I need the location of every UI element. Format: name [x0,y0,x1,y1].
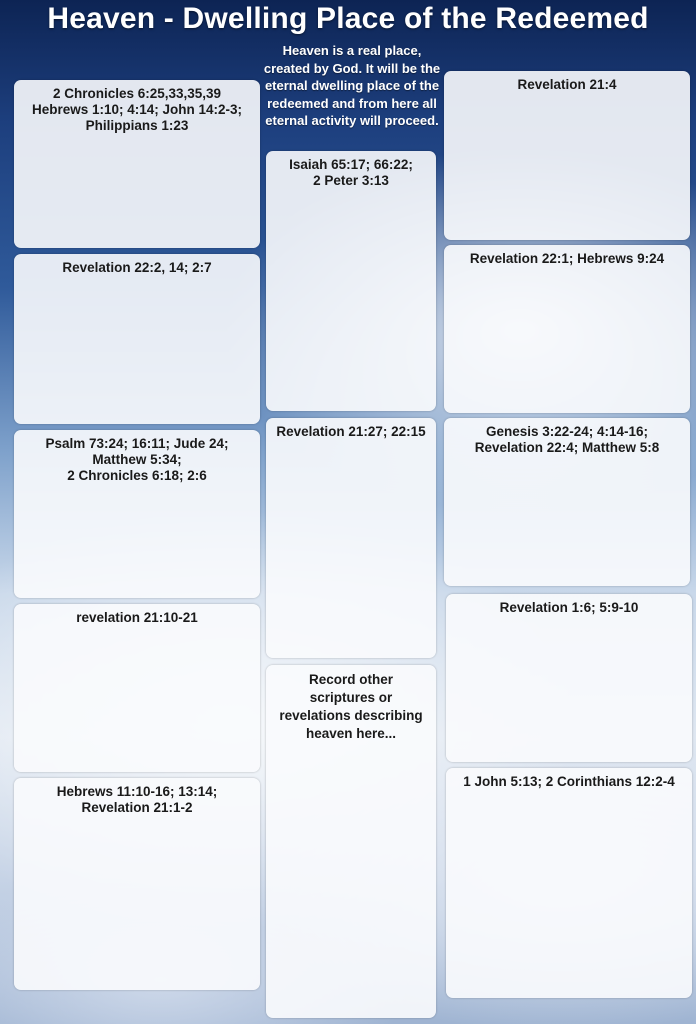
scripture-reference: Revelation 22:1; Hebrews 9:24 [469,251,665,266]
scripture-reference: Genesis 3:22-24; 4:14-16; Revelation 22:4; Matthew 5:8 [474,424,660,455]
scripture-reference: Isaiah 65:17; 66:22; 2 Peter 3:13 [289,157,413,188]
scripture-reference: Revelation 21:27; 22:15 [276,424,426,439]
scripture-box-right-2[interactable] [444,245,690,413]
scripture-box-right-1[interactable] [444,71,690,240]
scripture-box-middle-2[interactable] [266,418,436,658]
scripture-reference: Revelation 22:2, 14; 2:7 [62,260,212,275]
scripture-box-right-4[interactable] [446,594,692,762]
scripture-reference: revelation 21:10-21 [76,610,198,625]
record-other-scriptures-box[interactable] [266,665,436,1018]
scripture-box-left-2[interactable] [14,254,260,424]
scripture-reference: Psalm 73:24; 16:11; Jude 24; Matthew 5:34; 2 Chronicles 6:18; 2:6 [45,436,229,483]
page-title: Heaven - Dwelling Place of the Redeemed [47,2,649,35]
scripture-box-left-4[interactable] [14,604,260,772]
scripture-reference: Hebrews 11:10-16; 13:14; Revelation 21:1-2 [56,784,218,815]
scripture-reference: Revelation 1:6; 5:9-10 [499,600,639,615]
scripture-box-right-3[interactable] [444,418,690,586]
scripture-box-left-3[interactable] [14,430,260,598]
scripture-box-middle-1[interactable] [266,151,436,411]
scripture-box-left-5[interactable] [14,778,260,990]
scripture-reference: 1 John 5:13; 2 Corinthians 12:2-4 [463,774,675,789]
scripture-box-right-5[interactable] [446,768,692,998]
intro-text: Heaven is a real place, created by God. It will be the eternal dwelling place of the redeemed and from here all eternal activity will proceed. [263,43,441,128]
scripture-box-left-1[interactable] [14,80,260,248]
scripture-reference: Revelation 21:4 [517,77,617,92]
record-instruction: Record other scriptures or revelations describing heaven here... [279,672,423,741]
scripture-reference: 2 Chronicles 6:25,33,35,39 Hebrews 1:10; 4:14; John 14:2-3; Philippians 1:23 [31,86,243,133]
